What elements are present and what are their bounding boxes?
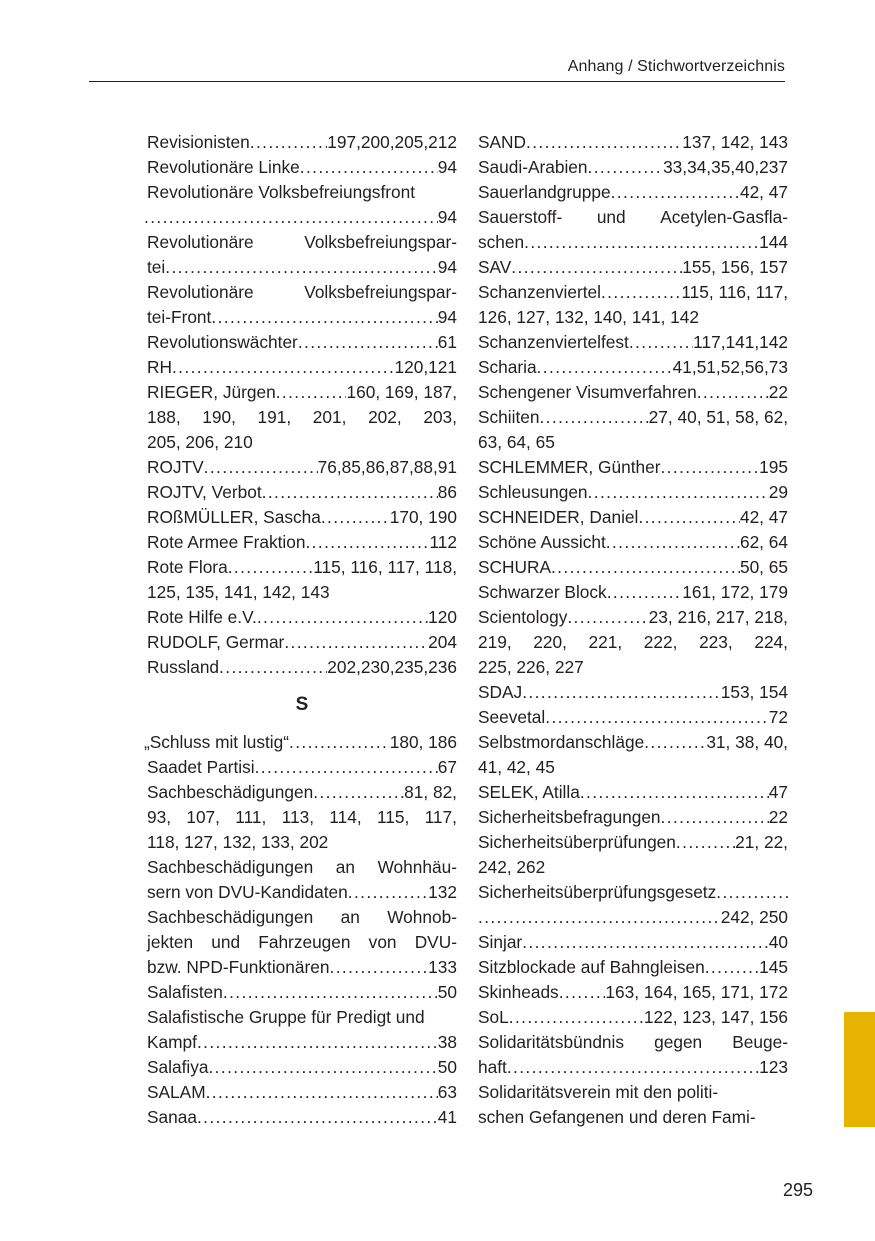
word: Sachbeschädigungen (147, 907, 314, 927)
dot-leader (539, 405, 648, 430)
index-entry (147, 505, 457, 530)
header-rule (89, 81, 785, 82)
dot-leader (255, 755, 438, 780)
dot-leader (629, 330, 693, 355)
index-term: ROJTV (147, 457, 204, 477)
index-entry (147, 1030, 457, 1055)
dot-leader (607, 580, 683, 605)
word: 201, (312, 407, 347, 427)
index-entry (147, 330, 457, 355)
word: 111, (235, 807, 267, 827)
index-term: Salafiya (147, 1057, 209, 1077)
dot-leader (250, 130, 327, 155)
index-term: Kampf (147, 1032, 197, 1052)
page-references: 195 (759, 457, 788, 477)
word: an (340, 907, 360, 927)
index-entry (147, 1080, 457, 1105)
index-term: Sachbeschädigungen (147, 782, 314, 802)
page-references: 202,230,235,236 (327, 657, 457, 677)
page-references: 81, 82, (404, 782, 457, 802)
dot-leader (509, 1005, 644, 1030)
dot-leader (580, 780, 769, 805)
word: Volksbefreiungspar- (304, 232, 457, 252)
index-entry (478, 605, 788, 630)
index-column-left (144, 130, 457, 1130)
dot-leader (208, 1055, 437, 1080)
index-term: Schöne Aussicht (478, 532, 606, 552)
page-references: 38 (437, 1032, 457, 1052)
word: 191, (257, 407, 292, 427)
dot-leader (537, 355, 673, 380)
page-references: 40 (768, 932, 788, 952)
index-term: Schengener Visumverfahren (478, 382, 697, 402)
dot-leader (606, 530, 740, 555)
index-entry (478, 830, 788, 855)
dot-leader (611, 180, 740, 205)
dot-leader (545, 705, 769, 730)
word: 219, (478, 632, 512, 652)
word: 224, (754, 632, 788, 652)
dot-leader (638, 505, 740, 530)
index-entry (478, 705, 788, 730)
index-term: RUDOLF, Germar (147, 632, 285, 652)
word: von (368, 932, 397, 952)
page-references: 197,200,205,212 (327, 132, 457, 152)
index-line-justified (478, 205, 788, 230)
index-term: Sanaa (147, 1107, 197, 1127)
dot-leader (522, 680, 721, 705)
page-references: 170, 190 (389, 507, 457, 527)
word: Sauerstoff- (478, 207, 563, 227)
word: 223, (699, 632, 733, 652)
index-entry (147, 130, 457, 155)
page-references: 133 (428, 957, 457, 977)
index-entry (478, 180, 788, 205)
page-references: 155, 156, 157 (682, 257, 788, 277)
index-entry (478, 130, 788, 155)
index-line: 225, 226, 227 (478, 657, 584, 677)
index-entry (478, 530, 788, 555)
dot-leader (262, 480, 438, 505)
index-term: Russland (147, 657, 220, 677)
page-references: 180, 186 (389, 732, 457, 752)
word: Beuge- (732, 1032, 788, 1052)
page-references: 50 (437, 1057, 457, 1077)
index-entry (478, 480, 788, 505)
page-references: 42, 47 (739, 507, 788, 527)
index-entry (478, 355, 788, 380)
index-entry (147, 355, 457, 380)
dot-leader (223, 980, 438, 1005)
dot-leader (661, 805, 769, 830)
word: Solidaritätsbündnis (478, 1032, 625, 1052)
page-references: 67 (437, 757, 457, 777)
dot-leader (660, 455, 759, 480)
dot-leader (522, 930, 769, 955)
index-line-justified (147, 230, 457, 255)
word: Revolutionäre (147, 232, 254, 252)
index-line: 125, 135, 141, 142, 143 (147, 582, 330, 602)
index-line: 205, 206, 210 (147, 432, 253, 452)
index-entry (147, 155, 457, 180)
index-term: Schwarzer Block (478, 582, 607, 602)
index-entry (147, 880, 457, 905)
word: DVU- (414, 932, 457, 952)
page-references: 22 (768, 382, 788, 402)
index-entry (478, 330, 788, 355)
word: Sachbeschädigungen (147, 857, 314, 877)
index-entry (478, 1055, 788, 1080)
index-term: Schiiten (478, 407, 540, 427)
index-line-justified (147, 855, 457, 880)
dot-leader (644, 730, 706, 755)
index-entry (478, 455, 788, 480)
page-references: 137, 142, 143 (682, 132, 788, 152)
index-term: ROßMÜLLER, Sascha (147, 507, 321, 527)
page-references: 161, 172, 179 (682, 582, 788, 602)
page-references: 94 (437, 257, 457, 277)
dot-leader (588, 480, 769, 505)
index-entry (478, 255, 788, 280)
index-line: Salafistische Gruppe für Predigt und (147, 1007, 425, 1027)
index-entry (478, 980, 788, 1005)
index-term: Selbstmordanschläge (478, 732, 645, 752)
index-term: schen (478, 232, 525, 252)
dot-leader (697, 380, 769, 405)
page-references: 41,51,52,56,73 (672, 357, 788, 377)
page-references: 63 (437, 1082, 457, 1102)
index-entry (147, 605, 457, 630)
index-line-justified (147, 805, 457, 830)
index-line-justified (147, 280, 457, 305)
index-term: Saadet Partisi (147, 757, 255, 777)
page-references: 62, 64 (739, 532, 788, 552)
page-references: 204 (428, 632, 457, 652)
index-entry (147, 630, 457, 655)
index-entry (147, 980, 457, 1005)
page-number: 295 (783, 1180, 814, 1200)
index-term: SoL (478, 1007, 509, 1027)
index-term: SCHLEMMER, Günther (478, 457, 661, 477)
index-line-justified (147, 905, 457, 930)
page-references: 94 (437, 307, 457, 327)
word: jekten (147, 932, 194, 952)
dot-leader (559, 980, 606, 1005)
index-term: SAND (478, 132, 527, 152)
index-term: bzw. NPD-Funktionären (147, 957, 330, 977)
dot-leader (551, 555, 740, 580)
page-references: 50 (437, 982, 457, 1002)
word: Wohnhäu- (377, 857, 457, 877)
index-term: SAV (478, 257, 512, 277)
index-term: Sinjar (478, 932, 523, 952)
dot-leader (313, 780, 404, 805)
index-entry (478, 680, 788, 705)
index-term: Rote Hilfe e.V. (147, 607, 257, 627)
word: Wohnob- (387, 907, 457, 927)
word: 190, (202, 407, 236, 427)
index-term: tei (147, 257, 166, 277)
index-line: 41, 42, 45 (478, 757, 555, 777)
word: 202, (368, 407, 402, 427)
dot-leader (228, 555, 314, 580)
word: Fahrzeugen (258, 932, 351, 952)
dot-leader (567, 605, 648, 630)
index-term: Rote Flora (147, 557, 228, 577)
page-references: 41 (437, 1107, 457, 1127)
page-references: 122, 123, 147, 156 (643, 1007, 788, 1027)
page-references: 50, 65 (739, 557, 788, 577)
dot-leader (211, 305, 437, 330)
page-references: 115, 116, 117, (681, 282, 788, 302)
dot-leader (511, 255, 682, 280)
word: Volksbefreiungspar- (304, 282, 457, 302)
page-references: 145 (759, 957, 788, 977)
page-references: 132 (428, 882, 457, 902)
index-entry (147, 480, 457, 505)
index-line: 242, 262 (478, 857, 546, 877)
index-entry (147, 655, 457, 680)
page-references: 33,34,35,40,237 (663, 157, 788, 177)
page-references: 76,85,86,87,88,91 (317, 457, 457, 477)
index-entry (147, 305, 457, 330)
dot-leader (197, 1030, 438, 1055)
dot-leader (204, 455, 318, 480)
index-entry (147, 955, 457, 980)
index-line-justified (147, 930, 457, 955)
index-column-right (478, 130, 788, 1130)
dot-leader (716, 880, 788, 905)
index-entry (478, 405, 788, 430)
dot-leader (524, 230, 759, 255)
page-references: 153, 154 (720, 682, 788, 702)
dot-leader (144, 205, 438, 230)
index-entry (478, 580, 788, 605)
word: 220, (533, 632, 567, 652)
index-entry (147, 530, 457, 555)
index-entry (478, 930, 788, 955)
index-term: Scientology (478, 607, 568, 627)
dot-leader (300, 155, 438, 180)
page-references: 94 (437, 207, 457, 227)
page-references: 163, 164, 165, 171, 172 (605, 982, 788, 1002)
index-term: Revisionisten (147, 132, 250, 152)
index-entry (147, 455, 457, 480)
page-references: 61 (437, 332, 457, 352)
index-term: Seevetal (478, 707, 546, 727)
page-references: 117,141,142 (693, 332, 788, 352)
word: 115, (376, 807, 410, 827)
word: 117, (424, 807, 457, 827)
index-term: Skinheads (478, 982, 559, 1002)
dot-leader (289, 730, 390, 755)
page-references: 242, 250 (720, 907, 788, 927)
index-entry (478, 955, 788, 980)
index-line-justified (147, 405, 457, 430)
index-line: schen Gefangenen und deren Fami- (478, 1107, 756, 1127)
word: Acetylen-Gasfla- (660, 207, 788, 227)
index-entry (478, 730, 788, 755)
page-references: 112 (429, 532, 457, 552)
index-entry (147, 255, 457, 280)
index-entry (147, 1055, 457, 1080)
index-term: Sauerlandgruppe (478, 182, 611, 202)
page-references: 23, 216, 217, 218, (648, 607, 788, 627)
index-entry (478, 505, 788, 530)
index-entry (478, 380, 788, 405)
index-entry (147, 780, 457, 805)
word: und (211, 932, 241, 952)
page-references: 120 (428, 607, 457, 627)
index-entry (478, 805, 788, 830)
index-term: Rote Armee Fraktion (147, 532, 306, 552)
index-term: SELEK, Atilla (478, 782, 580, 802)
page-references: 21, 22, (735, 832, 788, 852)
word: 221, (588, 632, 623, 652)
index-entry (478, 280, 788, 305)
index-line: Revolutionäre Volksbefreiungsfront (147, 182, 416, 202)
index-entry (478, 780, 788, 805)
index-term: Scharia (478, 357, 537, 377)
dot-leader (206, 1080, 438, 1105)
dot-leader (305, 530, 429, 555)
index-term: Schanzenviertelfest (478, 332, 629, 352)
index-term: tei-Front (147, 307, 212, 327)
index-entry (147, 1105, 457, 1130)
index-term: Sicherheitsüberprüfungsgesetz (478, 882, 717, 902)
page-references: 160, 169, 187, (346, 382, 457, 402)
index-term: SCHURA (478, 557, 551, 577)
index-term: Sicherheitsbefragungen (478, 807, 661, 827)
word: und (596, 207, 626, 227)
page-references: 42, 47 (739, 182, 788, 202)
word: 222, (643, 632, 678, 652)
word: 114, (329, 807, 362, 827)
index-entry (144, 205, 457, 230)
index-term: SDAJ (478, 682, 523, 702)
index-line: Solidaritätsverein mit den politi- (478, 1082, 719, 1102)
index-entry (478, 555, 788, 580)
index-term: haft (478, 1057, 507, 1077)
index-term: Sitzblockade auf Bahngleisen (478, 957, 705, 977)
page-references: 123 (759, 1057, 788, 1077)
section-letter-heading: S (295, 694, 309, 715)
dot-leader (601, 280, 681, 305)
index-term: ROJTV, Verbot (147, 482, 262, 502)
index-line: 63, 64, 65 (478, 432, 555, 452)
page-references: 47 (768, 782, 788, 802)
index-term: Schanzenviertel (478, 282, 601, 302)
index-entry (144, 730, 457, 755)
index-entry (478, 230, 788, 255)
index-term: RH (147, 357, 172, 377)
word: 188, (147, 407, 181, 427)
dot-leader (197, 1105, 438, 1130)
page-references: 27, 40, 51, 58, 62, (648, 407, 788, 427)
index-term: Revolutionäre Linke (147, 157, 300, 177)
dot-leader (348, 880, 428, 905)
dot-leader (219, 655, 327, 680)
index-term: sern von DVU-Kandidaten (147, 882, 348, 902)
index-entry (147, 555, 457, 580)
word: 203, (423, 407, 457, 427)
dot-leader (298, 330, 438, 355)
word: gegen (654, 1032, 703, 1052)
index-term: Schleusungen (478, 482, 588, 502)
word: 107, (186, 807, 220, 827)
dot-leader (588, 155, 664, 180)
index-line: 118, 127, 132, 133, 202 (147, 832, 329, 852)
dot-leader (478, 905, 721, 930)
page-references: 120,121 (394, 357, 457, 377)
index-entry (478, 155, 788, 180)
page-references: 144 (759, 232, 788, 252)
page-references: 72 (768, 707, 788, 727)
dot-leader (526, 130, 682, 155)
word: Revolutionäre (147, 282, 254, 302)
index-entry (147, 755, 457, 780)
index-line-justified (478, 1030, 788, 1055)
index-entry (478, 1005, 788, 1030)
dot-leader (507, 1055, 759, 1080)
index-term: Revolutionswächter (147, 332, 298, 352)
page-references: 22 (768, 807, 788, 827)
index-term: Saudi-Arabien (478, 157, 588, 177)
running-head: Anhang / Stichwortverzeichnis (567, 58, 785, 75)
page-references: 115, 116, 117, 118, (313, 557, 457, 577)
dot-leader (257, 605, 428, 630)
dot-leader (676, 830, 735, 855)
index-term: Salafisten (147, 982, 223, 1002)
page-references: 31, 38, 40, (706, 732, 788, 752)
dot-leader (284, 630, 428, 655)
index-term: RIEGER, Jürgen (147, 382, 276, 402)
index-term: SCHNEIDER, Daniel (478, 507, 639, 527)
page-references: 86 (437, 482, 457, 502)
page-references: 94 (437, 157, 457, 177)
dot-leader (705, 955, 759, 980)
dot-leader (165, 255, 438, 280)
section-thumb-tab (844, 1012, 875, 1127)
word: 93, (147, 807, 172, 827)
dot-leader (321, 505, 390, 530)
dot-leader (276, 380, 347, 405)
dot-leader (172, 355, 395, 380)
index-line: 126, 127, 132, 140, 141, 142 (478, 307, 700, 327)
page-references: 29 (768, 482, 788, 502)
word: an (335, 857, 356, 877)
index-term: „Schluss mit lustig“ (144, 732, 290, 752)
index-entry (478, 905, 788, 930)
index-entry (147, 380, 457, 405)
index-term: SALAM (147, 1082, 206, 1102)
index-term: Sicherheitsüberprüfungen (478, 832, 676, 852)
word: 113, (281, 807, 314, 827)
dot-leader (330, 955, 429, 980)
index-line-justified (478, 630, 788, 655)
index-entry (478, 880, 788, 905)
